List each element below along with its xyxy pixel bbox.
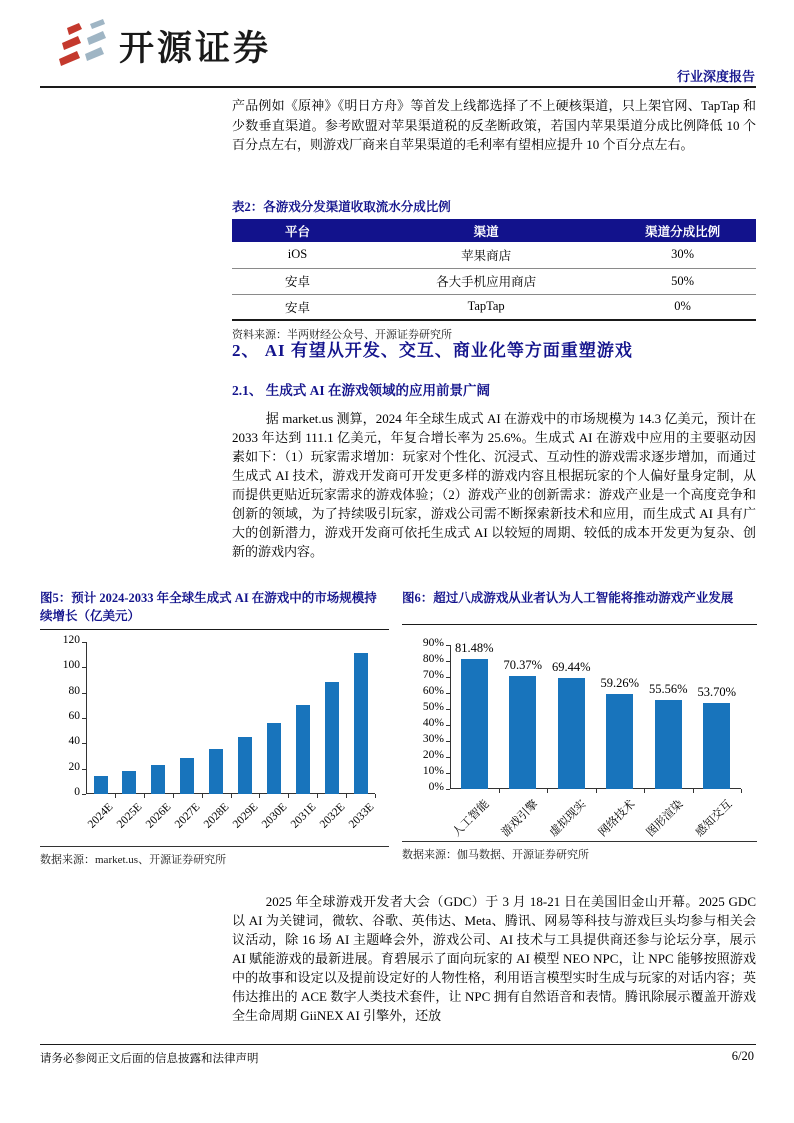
table-row	[232, 294, 756, 320]
bar-2029E	[238, 737, 252, 794]
brand-logo-icon	[57, 16, 111, 75]
y-axis-tick-label: 120	[62, 634, 80, 646]
x-axis-tick	[144, 794, 145, 798]
brand-name: 开源证券	[119, 28, 272, 68]
y-axis-tick	[446, 677, 450, 678]
table2-title: 表2：各游戏分发渠道收取流水分成比例	[232, 200, 451, 214]
x-axis-tick-label: 图形渲染	[644, 798, 686, 840]
bar-2030E	[267, 723, 281, 794]
table-cell: 苹果商店	[363, 242, 609, 268]
paragraph-genai-market: 据 market.us 测算，2024 年全球生成式 AI 在游戏中的市场规模为 14.3 亿美元，预计在 2033 年达到 111.1 亿美元，年复合增长率为 25.6%。生成式 AI 在游戏中应用的主要驱动因素如下：（1）玩家需求增加：玩家对个性化、沉浸式、互动性的游戏需求逐步增加，而通过生成式 AI 技术，游戏开发商可开发更多样的游戏内容且根据玩家的个人偏好量身定制，从而提供更贴近玩家需求的游戏体验；（2）游戏产业的创新需求：游戏产业是一个高度竞争和创新的领域，为了持续吸引玩家，游戏公司需不断探索新技术和应用，而生成式 AI 具有广大的创新潜力，游戏开发商可依托生成式 AI 以较短的周期、较低的成本开发更为复杂、创新的游戏内容。	[232, 411, 756, 559]
footer-rule	[40, 1044, 756, 1045]
table-cell: 30%	[609, 242, 756, 268]
y-axis-tick	[446, 709, 450, 710]
figure-6-chart	[402, 627, 757, 841]
x-axis-tick-label: 虚拟现实	[547, 798, 589, 840]
bar-2033E	[354, 653, 368, 794]
bar-2024E	[94, 776, 108, 794]
table2-header-2: 渠道分成比例	[609, 219, 756, 242]
bar-图形渲染	[655, 700, 682, 789]
figure-5-title: 图5：预计 2024-2033 年全球生成式 AI 在游戏中的市场规模持续增长（亿美元）	[40, 589, 389, 630]
y-axis-tick	[82, 642, 86, 643]
x-axis-tick	[499, 789, 500, 793]
bar-value-label: 59.26%	[600, 676, 640, 691]
y-axis-tick-label: 30%	[422, 733, 444, 745]
bar-2025E	[122, 771, 136, 794]
x-axis-tick	[375, 794, 376, 798]
bar-value-label: 70.37%	[503, 658, 543, 673]
y-axis-tick-label: 100	[62, 659, 80, 672]
y-axis-tick	[446, 741, 450, 742]
y-axis-tick-label: 20	[68, 760, 80, 773]
table2-block	[232, 197, 756, 342]
y-axis-tick	[82, 743, 86, 744]
figure-5	[40, 589, 389, 867]
y-axis-tick	[82, 693, 86, 694]
x-axis-tick-label: 游戏引擎	[499, 798, 541, 840]
y-axis-tick-label: 0%	[428, 781, 444, 793]
y-axis-tick	[82, 794, 86, 795]
y-axis-tick-label: 60%	[422, 685, 444, 697]
x-axis-tick-label: 2024E	[86, 801, 116, 831]
table-cell: TapTap	[363, 294, 609, 320]
bar-2031E	[296, 705, 310, 794]
x-axis-tick	[346, 794, 347, 798]
x-axis-tick-label: 2032E	[317, 801, 348, 831]
x-axis-tick	[317, 794, 318, 798]
y-axis-tick-label: 0	[74, 786, 80, 798]
x-axis-tick	[693, 789, 694, 793]
y-axis-tick	[446, 757, 450, 758]
x-axis-tick	[547, 789, 548, 793]
table-cell: iOS	[232, 242, 363, 268]
x-axis-tick-label: 2026E	[143, 801, 174, 831]
bar-value-label: 55.56%	[649, 682, 688, 697]
y-axis-tick-label: 90%	[422, 637, 444, 649]
y-axis-tick	[446, 773, 450, 774]
bar-2027E	[180, 758, 194, 794]
figures-row	[40, 589, 757, 867]
y-axis-tick-label: 40%	[422, 717, 444, 729]
x-axis-tick	[115, 794, 116, 798]
bar-value-label: 53.70%	[697, 685, 737, 700]
header-rule	[40, 86, 756, 88]
bar-value-label: 69.44%	[552, 659, 591, 674]
y-axis-tick-label: 50%	[422, 701, 444, 713]
paragraph-channel-share: 产品例如《原神》《明日方舟》等首发上线都选择了不上硬核渠道，只上架官网、TapTap 和少数垂直渠道。参考欧盟对苹果渠道税的反垄断政策，若国内苹果渠道分成比例降低 10 个百分点左右，则游戏厂商来自苹果渠道的毛利率有望相应提升 10 个百分点左右。	[232, 98, 756, 152]
x-axis-tick	[741, 789, 742, 793]
figure-6-source: 数据来源：伽马数据、开源证券研究所	[402, 841, 757, 862]
x-axis-tick-label: 感知交互	[693, 798, 735, 840]
x-axis-tick-label: 网络技术	[596, 798, 638, 840]
table-cell: 0%	[609, 294, 756, 320]
x-axis-tick-label: 2033E	[346, 801, 377, 831]
bar-网络技术	[606, 694, 633, 789]
y-axis-tick	[446, 725, 450, 726]
bar-value-label: 81.48%	[455, 640, 494, 655]
table-cell: 安卓	[232, 268, 363, 294]
paragraph-gdc-2025: 2025 年全球游戏开发者大会（GDC）于 3 月 18-21 日在美国旧金山开幕。2025 GDC 以 AI 为关键词，微软、谷歌、英伟达、Meta、腾讯、网易等科技与游戏巨头均参与相关会议活动，除 16 场 AI 主题峰会外，游戏公司、AI 技术与工具提供商还参与论坛分享，展示 AI 赋能游戏的最新进展。育碧展示了面向玩家的 AI 模型 NEO NPC，让 NPC 能够按照游戏中的故事和设定以及提前设定好的人物性格，利用语言模型实时生成与玩家的对话内容；英伟达推出的 ACE 数字人类技术套件，让 NPC 拥有自然语音和表情。腾讯除展示覆盖开游戏全生命周期 GiiNEX AI 引擎外，还放	[232, 894, 756, 1023]
x-axis-tick-label: 2028E	[201, 801, 232, 831]
y-axis-tick-label: 60	[68, 710, 80, 722]
bar-游戏引擎	[509, 676, 536, 789]
y-axis-tick-label: 10%	[422, 765, 444, 777]
table-cell: 安卓	[232, 294, 363, 320]
y-axis-tick-label: 80%	[422, 653, 444, 665]
x-axis-tick	[288, 794, 289, 798]
page-number: 6/20	[731, 1049, 754, 1063]
x-axis-tick-label: 2031E	[288, 801, 319, 831]
brand-logo	[57, 16, 271, 75]
x-axis-tick-label: 2027E	[172, 801, 203, 831]
y-axis-tick-label: 40	[68, 735, 80, 748]
y-axis-tick	[446, 645, 450, 646]
figure-5-source: 数据来源：market.us、开源证券研究所	[40, 846, 389, 867]
plot-area	[450, 645, 741, 789]
table-cell: 50%	[609, 268, 756, 294]
bar-虚拟现实	[558, 678, 585, 789]
table-row	[232, 268, 756, 294]
table-cell: 各大手机应用商店	[363, 268, 609, 294]
y-axis-tick	[446, 661, 450, 662]
figure-6	[402, 589, 757, 867]
table-row	[232, 242, 756, 268]
x-axis-tick	[202, 794, 203, 798]
x-axis-tick-label: 人工智能	[450, 798, 492, 840]
bar-2028E	[209, 749, 223, 794]
y-axis-tick	[82, 769, 86, 770]
section-heading-2: 2、 AI 有望从开发、交互、商业化等方面重塑游戏	[232, 341, 633, 360]
y-axis-tick	[82, 718, 86, 719]
figure-6-title: 图6：超过八成游戏从业者认为人工智能将推动游戏产业发展	[402, 589, 757, 625]
x-axis-tick-label: 2025E	[115, 801, 145, 831]
footer-disclaimer: 请务必参阅正文后面的信息披露和法律声明	[40, 1053, 259, 1065]
x-axis-tick	[231, 794, 232, 798]
table2-source: 资料来源：半两财经公众号、开源证券研究所	[232, 329, 452, 341]
table2	[232, 219, 756, 321]
table2-header-1: 渠道	[363, 219, 609, 242]
figure-5-chart	[40, 632, 389, 846]
y-axis-tick	[446, 789, 450, 790]
bar-2026E	[151, 765, 165, 794]
y-axis-tick	[446, 693, 450, 694]
bar-2032E	[325, 682, 339, 794]
y-axis-tick	[82, 667, 86, 668]
x-axis-tick	[259, 794, 260, 798]
y-axis-tick-label: 70%	[422, 669, 444, 681]
x-axis-tick	[596, 789, 597, 793]
bar-感知交互	[703, 703, 730, 789]
table2-header-0: 平台	[232, 219, 363, 242]
x-axis-tick	[644, 789, 645, 793]
report-type-label: 行业深度报告	[676, 69, 755, 84]
x-axis-tick	[173, 794, 174, 798]
x-axis-tick-label: 2030E	[259, 801, 290, 831]
y-axis-tick-label: 20%	[422, 749, 444, 761]
bar-人工智能	[461, 659, 488, 789]
section-heading-2-1: 2.1、 生成式 AI 在游戏领域的应用前景广阔	[232, 383, 491, 398]
y-axis-tick-label: 80	[68, 684, 80, 697]
x-axis-tick-label: 2029E	[230, 801, 261, 831]
